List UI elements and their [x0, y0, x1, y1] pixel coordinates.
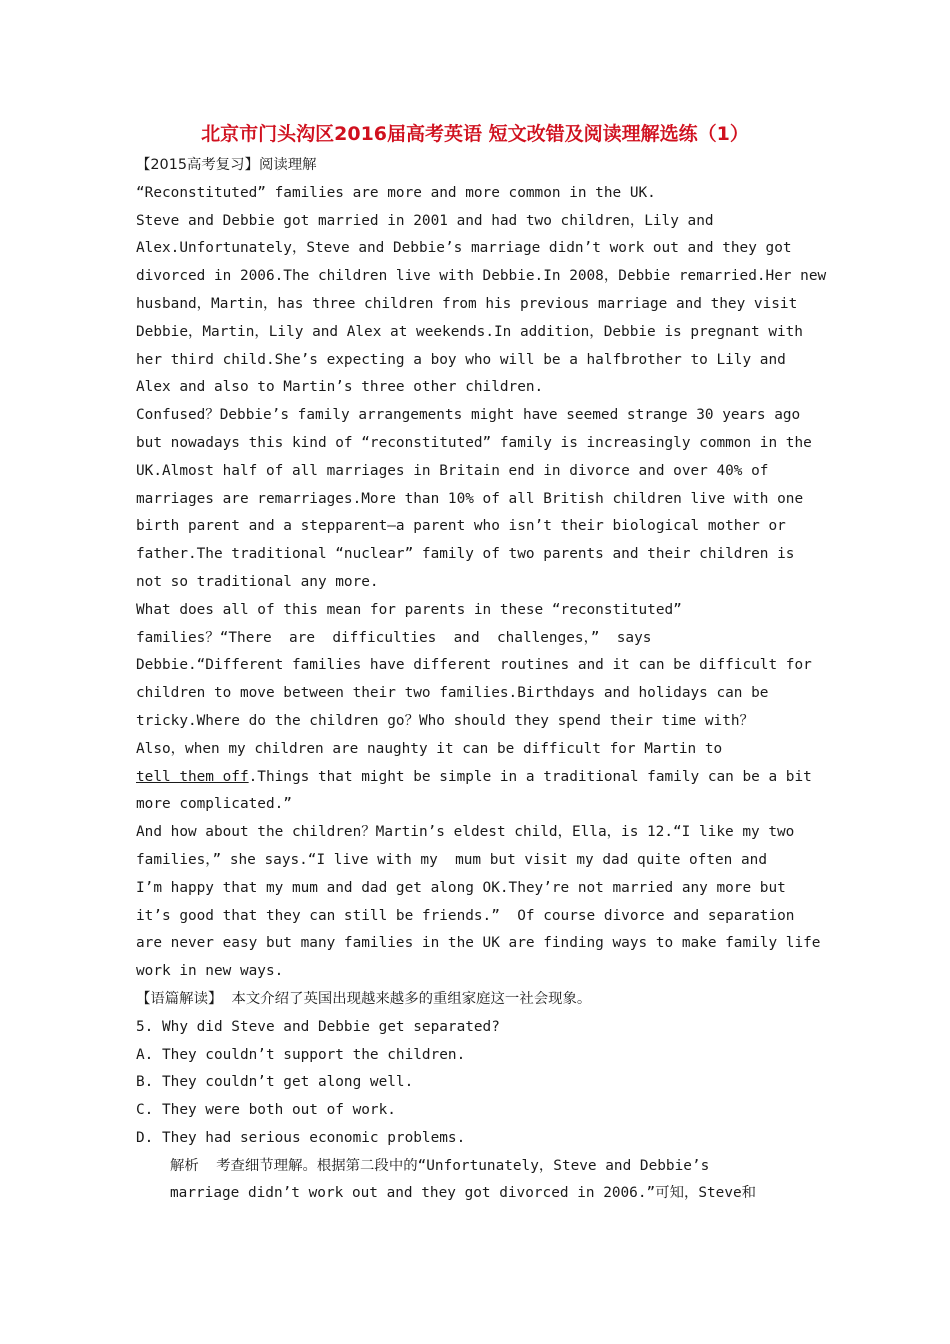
- passage-line: Debbie.“Different families have different routines and it can be difficult for: [136, 657, 812, 674]
- question: [136, 1014, 826, 1153]
- option-c: C. They were both out of work.: [136, 1102, 396, 1119]
- passage-line: her third child.She’s expecting a boy who will be a halfbrother to Lily and: [136, 351, 786, 368]
- analysis: [136, 1153, 826, 1209]
- passage-line: I’m happy that my mum and dad get along OK.They’re not married any more but: [136, 879, 786, 896]
- passage-line: divorced in 2006.The children live with Debbie.In 2008，Debbie remarried.Her new: [136, 268, 827, 285]
- passage-line: children to move between their two families.Birthdays and holidays can be: [136, 685, 769, 702]
- analysis-line: marriage didn’t work out and they got divorced in 2006.”可知，Steve和: [170, 1185, 757, 1202]
- section-header: 【2015高考复习】阅读理解: [136, 157, 317, 173]
- passage-line: Alex and also to Martin’s three other children.: [136, 379, 544, 396]
- passage-line: Debbie，Martin，Lily and Alex at weekends.In addition，Debbie is pregnant with: [136, 323, 803, 340]
- passage-line: Alex.Unfortunately，Steve and Debbie’s marriage didn’t work out and they got: [136, 240, 792, 257]
- analysis-text: 考查细节理解。根据第二段中的“Unfortunately，Steve and Debbie’s: [198, 1157, 710, 1174]
- passage-line: Confused？Debbie’s family arrangements might have seemed strange 30 years ago: [136, 407, 801, 424]
- passage-line: families？“There are difficulties and challenges，” says: [136, 629, 652, 646]
- passage-line-rest: .Things that might be simple in a traditional family can be a bit: [248, 768, 812, 785]
- passage-line: Steve and Debbie got married in 2001 and had two children，Lily and: [136, 212, 714, 229]
- passage-line-underlined: [136, 764, 826, 792]
- passage-line: husband，Martin，has three children from his previous marriage and they visit: [136, 295, 798, 312]
- passage-line: it’s good that they can still be friends.” Of course divorce and separation: [136, 907, 795, 924]
- passage-line: father.The traditional “nuclear” family of two parents and their children is: [136, 546, 795, 563]
- passage-line: Also，when my children are naughty it can be difficult for Martin to: [136, 740, 723, 757]
- passage-line: UK.Almost half of all marriages in Britain end in divorce and over 40% of: [136, 462, 769, 479]
- passage-line: but nowadays this kind of “reconstituted” family is increasingly common in the: [136, 434, 812, 451]
- passage-interpretation: [136, 986, 826, 1014]
- analysis-line: [136, 1153, 826, 1181]
- underlined-phrase: tell them off: [136, 768, 249, 785]
- question-stem: 5. Why did Steve and Debbie get separated?: [136, 1018, 500, 1035]
- passage-line: families，” she says.“I live with my mum but visit my dad quite often and: [136, 851, 767, 868]
- passage-line: are never easy but many families in the UK are finding ways to make family life: [136, 935, 821, 952]
- passage-line: What does all of this mean for parents in these “reconstituted”: [136, 601, 682, 618]
- interpretation-label: 【语篇解读】: [136, 990, 223, 1007]
- passage-line: birth parent and a stepparent—a parent who isn’t their biological mother or: [136, 518, 786, 535]
- interpretation-text: 本文介绍了英国出现越来越多的重组家庭这一社会现象。: [222, 990, 592, 1007]
- option-d: D. They had serious economic problems.: [136, 1129, 466, 1146]
- passage-line: tricky.Where do the children go？Who should they spend their time with？: [136, 712, 754, 729]
- passage-line: marriages are remarriages.More than 10% of all British children live with one: [136, 490, 804, 507]
- option-b: B. They couldn’t get along well.: [136, 1074, 414, 1091]
- passage-line: work in new ways.: [136, 963, 284, 980]
- passage-line: more complicated.”: [136, 796, 292, 813]
- analysis-label: 解析: [170, 1157, 199, 1174]
- document-title: 北京市门头沟区2016届高考英语 短文改错及阅读理解选练（1）: [201, 123, 749, 145]
- passage-line: not so traditional any more.: [136, 573, 379, 590]
- passage: [136, 180, 826, 986]
- option-a: A. They couldn’t support the children.: [136, 1046, 466, 1063]
- passage-line: “Reconstituted” families are more and more common in the UK.: [136, 184, 656, 201]
- passage-line: And how about the children？Martin’s eldest child，Ella，is 12.“I like my two: [136, 824, 795, 841]
- document-body: [136, 152, 826, 1208]
